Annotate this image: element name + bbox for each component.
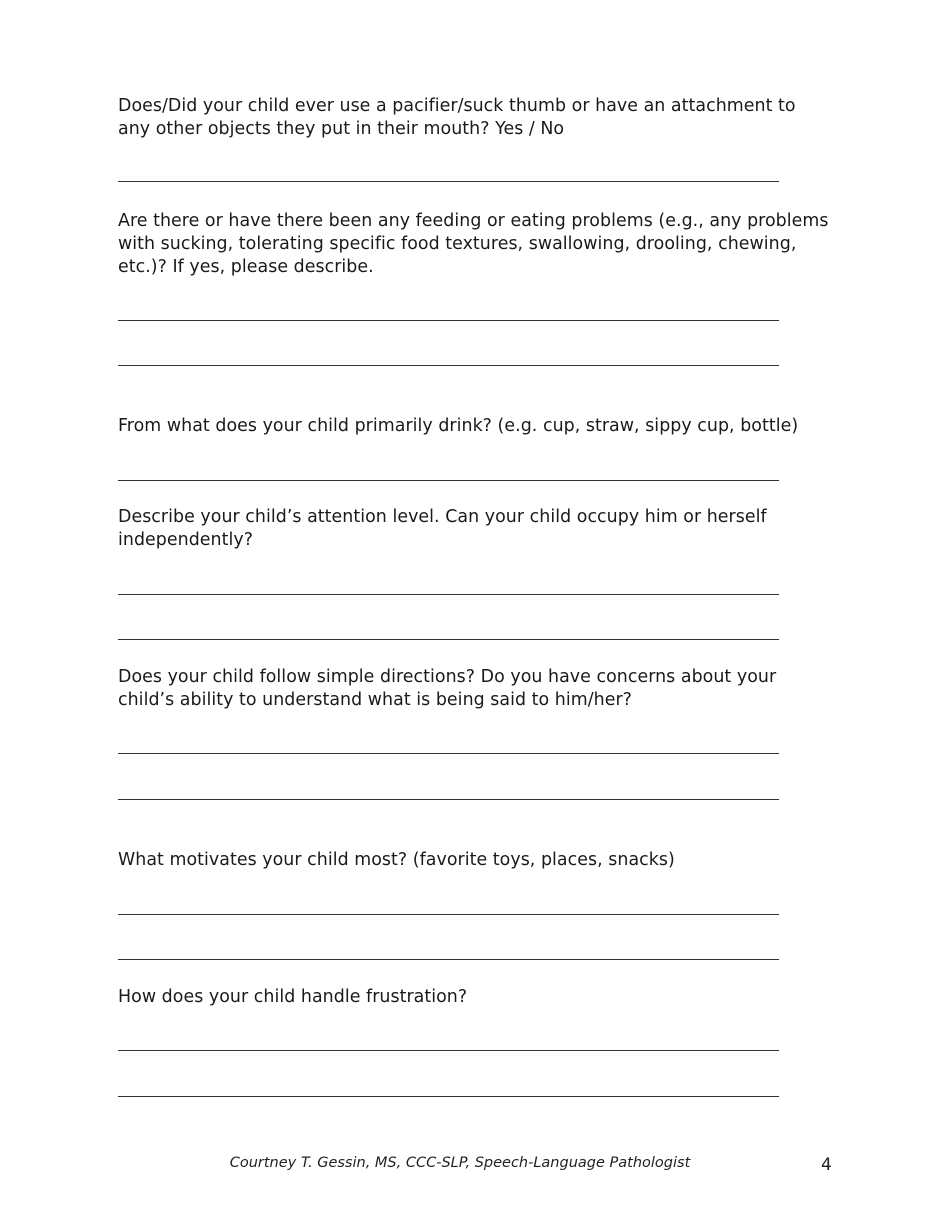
question-motivates: What motivates your child most? (favorite toys, places, snacks) [118, 850, 675, 870]
question-directions: Does your child follow simple directions? Do you have concerns about your child’s ability to understand what is being said to him/her? [118, 667, 777, 710]
answer-line[interactable] [118, 959, 779, 960]
question-feeding: Are there or have there been any feeding or eating problems (e.g., any problems with sucking, tolerating specific food textures, swallowing, drooling, chewing, etc.)? If yes, please describe. [118, 211, 829, 277]
answer-line[interactable] [118, 1096, 779, 1097]
question-attention: Describe your child’s attention level. Can your child occupy him or herself independently? [118, 507, 767, 550]
question-pacifier: Does/Did your child ever use a pacifier/suck thumb or have an attachment to any other objects they put in their mouth? Yes / No [118, 96, 796, 139]
answer-line[interactable] [118, 480, 779, 481]
page-number: 4 [821, 1155, 832, 1175]
question-frustration: How does your child handle frustration? [118, 987, 468, 1007]
answer-line[interactable] [118, 365, 779, 366]
answer-line[interactable] [118, 753, 779, 754]
answer-line[interactable] [118, 639, 779, 640]
answer-line[interactable] [118, 799, 779, 800]
footer-author: Courtney T. Gessin, MS, CCC-SLP, Speech-Language Pathologist [229, 1155, 691, 1171]
answer-line[interactable] [118, 181, 779, 182]
answer-line[interactable] [118, 320, 779, 321]
question-drink: From what does your child primarily drink? (e.g. cup, straw, sippy cup, bottle) [118, 416, 799, 436]
answer-line[interactable] [118, 594, 779, 595]
answer-line[interactable] [118, 1050, 779, 1051]
answer-line[interactable] [118, 914, 779, 915]
